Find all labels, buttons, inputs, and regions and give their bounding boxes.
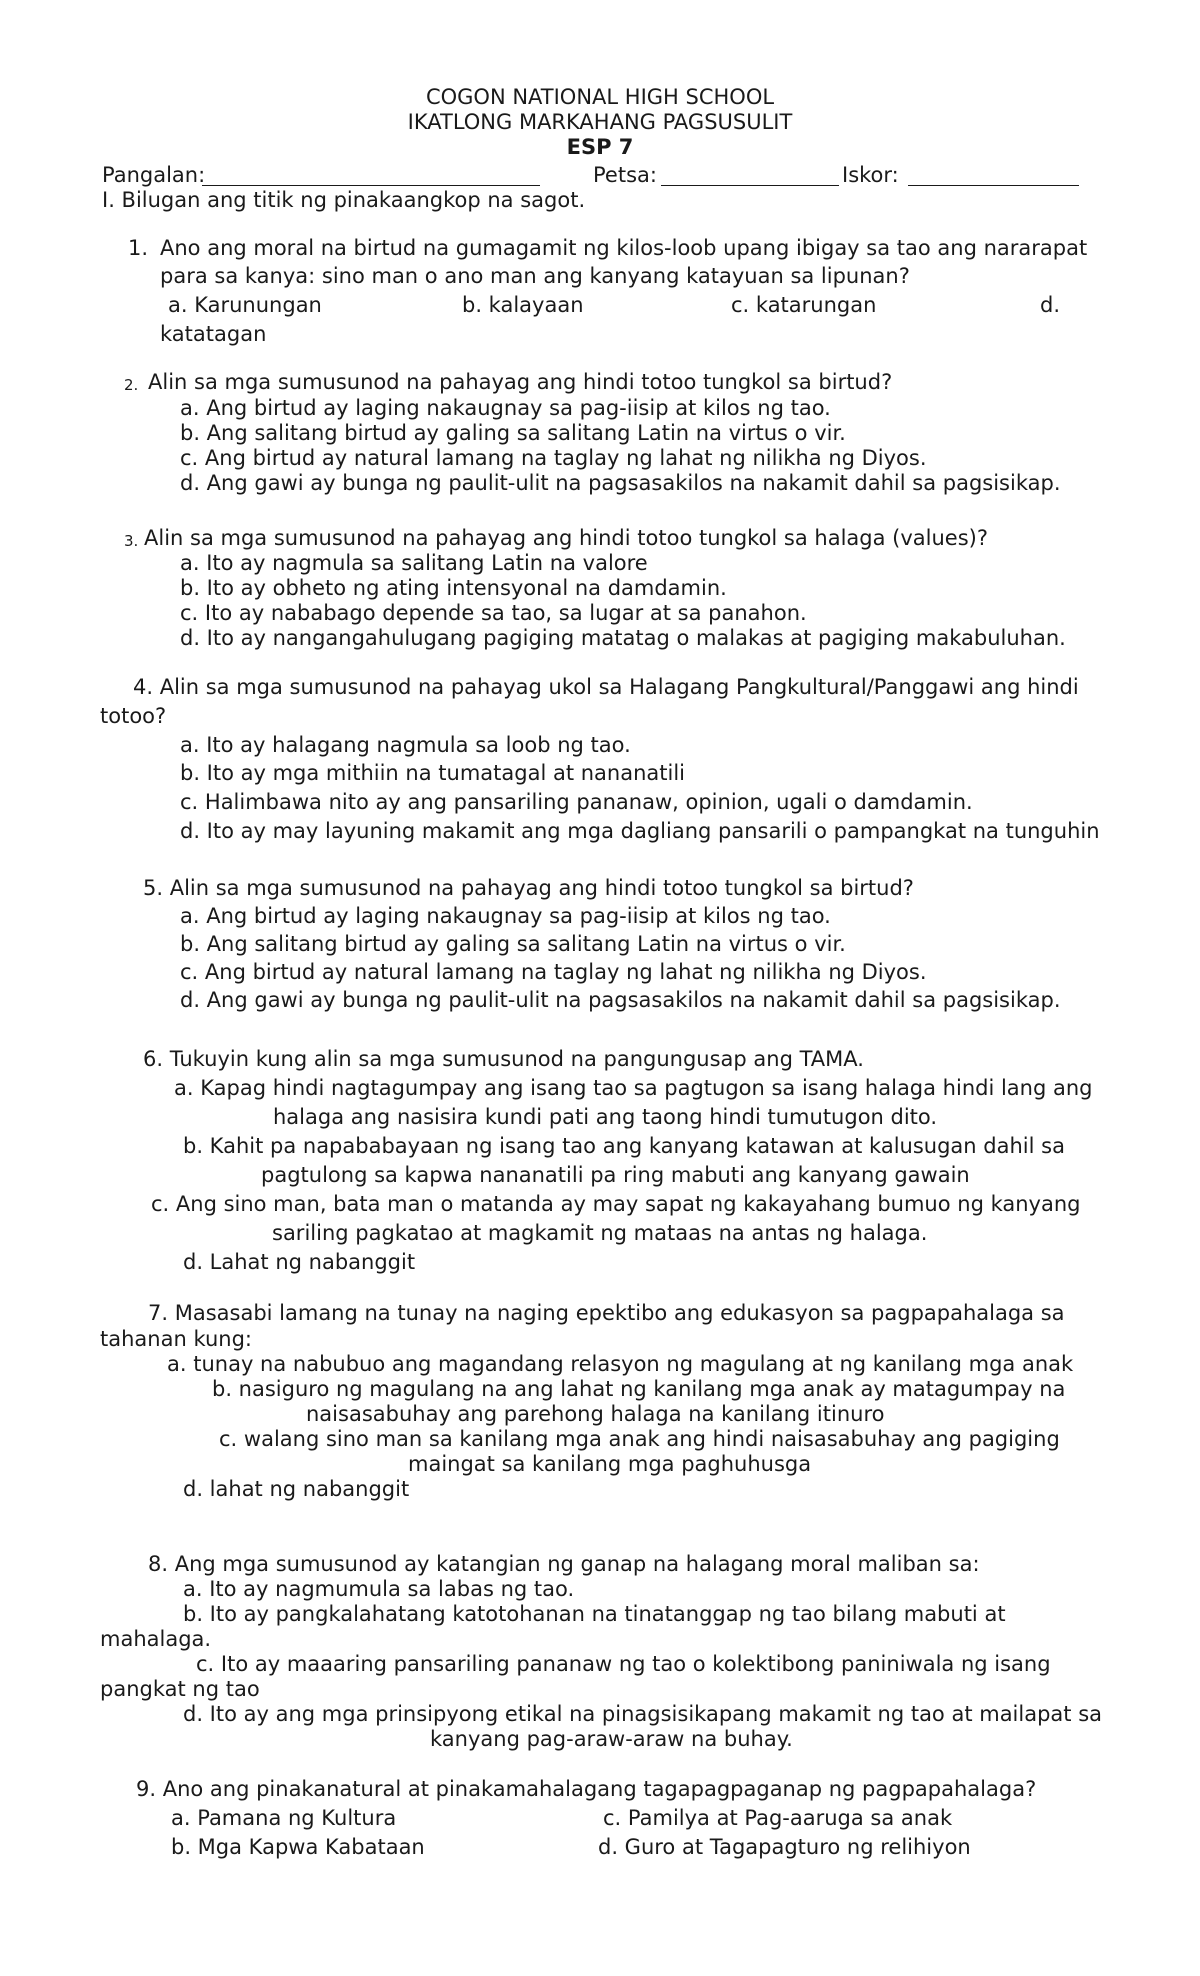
question-1-number: 1.	[128, 236, 149, 260]
date-label: Petsa:	[593, 163, 657, 187]
question-8-text: 8. Ang mga sumusunod ay katangian ng ganap na halagang moral maliban sa:	[148, 1552, 980, 1576]
exam-title: IKATLONG MARKAHANG PAGSUSULIT	[407, 110, 793, 134]
choice-b[interactable]: b. kalayaan	[462, 293, 584, 317]
choice-d-cont: kanyang pag-araw-araw na buhay.	[430, 1727, 793, 1751]
choice-c[interactable]: c. Ang birtud ay natural lamang na taglay ng lahat ng nilikha ng Diyos.	[180, 960, 927, 984]
choice-a[interactable]: a. Kapag hindi nagtagumpay ang isang tao sa pagtugon sa isang halaga hindi lang ang	[174, 1076, 1093, 1100]
question-1-text-cont: para sa kanya: sino man o ano man ang kanyang katayuan sa lipunan?	[160, 264, 910, 288]
choice-c[interactable]: c. Pamilya at Pag-aaruga sa anak	[603, 1806, 953, 1830]
question-9-text: 9. Ano ang pinakanatural at pinakamahalagang tagapagpaganap ng pagpapahalaga?	[136, 1777, 1037, 1801]
choice-d[interactable]: d. Lahat ng nabanggit	[183, 1250, 416, 1274]
choice-b[interactable]: b. Ito ay mga mithiin na tumatagal at nananatili	[180, 761, 686, 785]
question-1-text: Ano ang moral na birtud na gumagamit ng kilos-loob upang ibigay sa tao ang nararapat	[160, 236, 1088, 260]
name-label: Pangalan:	[102, 163, 206, 187]
question-7-text-cont: tahanan kung:	[100, 1327, 252, 1351]
choice-c[interactable]: c. Ito ay nababago depende sa tao, sa lugar at sa panahon.	[180, 601, 807, 625]
choice-d[interactable]: d. Guro at Tagapagturo ng relihiyon	[598, 1835, 971, 1859]
choice-a[interactable]: a. Ito ay nagmula sa salitang Latin na valore	[180, 551, 648, 575]
choice-b[interactable]: b. Mga Kapwa Kabataan	[171, 1835, 425, 1859]
choice-c[interactable]: c. katarungan	[731, 293, 877, 317]
choice-c[interactable]: c. Ang birtud ay natural lamang na taglay ng lahat ng nilikha ng Diyos.	[180, 446, 927, 470]
question-4-text-cont: totoo?	[100, 704, 167, 728]
choice-d[interactable]: d. Ang gawi ay bunga ng paulit-ulit na pagsasakilos na nakamit dahil sa pagsisikap.	[180, 471, 1061, 495]
choice-a-cont: halaga ang nasisira kundi pati ang taong hindi tumutugon dito.	[273, 1105, 938, 1129]
choice-d[interactable]: d. lahat ng nabanggit	[183, 1477, 410, 1501]
choice-c[interactable]: c. Ang sino man, bata man o matanda ay may sapat ng kakayahang bumuo ng kanyang	[151, 1192, 1081, 1216]
choice-a[interactable]: a. Ang birtud ay laging nakaugnay sa pag-iisip at kilos ng tao.	[180, 396, 831, 420]
choice-b[interactable]: b. Ito ay obheto ng ating intensyonal na damdamin.	[180, 576, 727, 600]
choice-d[interactable]: d. Ito ay nangangahulugang pagiging matatag o malakas at pagiging makabuluhan.	[180, 626, 1066, 650]
name-field[interactable]	[202, 185, 540, 186]
question-3-number: 3.	[124, 532, 139, 550]
choice-b[interactable]: b. Kahit pa napababayaan ng isang tao ang kanyang katawan at kalusugan dahil sa	[183, 1134, 1065, 1158]
choice-a[interactable]: a. Karunungan	[168, 293, 322, 317]
choice-a[interactable]: a. Ito ay halagang nagmula sa loob ng tao.	[180, 733, 631, 757]
choice-c[interactable]: c. Ito ay maaaring pansariling pananaw ng tao o kolektibong paniniwala ng isang	[196, 1652, 1051, 1676]
instructions: I. Bilugan ang titik ng pinakaangkop na sagot.	[102, 188, 586, 212]
score-field[interactable]	[908, 185, 1079, 186]
question-7-text: 7. Masasabi lamang na tunay na naging epektibo ang edukasyon sa pagpapahalaga sa	[148, 1301, 1065, 1325]
choice-b-cont: pagtulong sa kapwa nananatili pa ring mabuti ang kanyang gawain	[261, 1163, 970, 1187]
choice-a[interactable]: a. Ito ay nagmumula sa labas ng tao.	[183, 1577, 575, 1601]
choice-d[interactable]: d. Ito ay ang mga prinsipyong etikal na pinagsisikapang makamit ng tao at mailapat sa	[183, 1702, 1103, 1726]
choice-a[interactable]: a. tunay na nabubuo ang magandang relasyon ng magulang at ng kanilang mga anak	[167, 1352, 1074, 1376]
question-2-text: Alin sa mga sumusunod na pahayag ang hindi totoo tungkol sa birtud?	[148, 370, 893, 394]
date-field[interactable]	[661, 185, 839, 186]
school-name: COGON NATIONAL HIGH SCHOOL	[425, 85, 775, 109]
question-2-number: 2.	[124, 376, 139, 394]
question-4-text: 4. Alin sa mga sumusunod na pahayag ukol sa Halagang Pangkultural/Panggawi ang hindi	[133, 675, 1079, 699]
choice-c[interactable]: c. Halimbawa nito ay ang pansariling pananaw, opinion, ugali o damdamin.	[180, 790, 973, 814]
choice-c-cont: pangkat ng tao	[100, 1677, 260, 1701]
choice-d[interactable]: d. Ang gawi ay bunga ng paulit-ulit na pagsasakilos na nakamit dahil sa pagsisikap.	[180, 988, 1061, 1012]
choice-b-cont: mahalaga.	[100, 1627, 212, 1651]
choice-b-cont: naisasabuhay ang parehong halaga na kanilang itinuro	[306, 1402, 885, 1426]
choice-c[interactable]: c. walang sino man sa kanilang mga anak ang hindi naisasabuhay ang pagiging	[219, 1427, 1060, 1451]
choice-d-text: katatagan	[160, 322, 267, 346]
choice-c-cont: sariling pagkatao at magkamit ng mataas na antas ng halaga.	[272, 1221, 928, 1245]
question-6-text: 6. Tukuyin kung alin sa mga sumusunod na pangungusap ang TAMA.	[143, 1047, 864, 1071]
choice-d[interactable]: d. Ito ay may layuning makamit ang mga dagliang pansarili o pampangkat na tunguhin	[180, 819, 1100, 843]
choice-a[interactable]: a. Pamana ng Kultura	[171, 1806, 397, 1830]
question-5-text: 5. Alin sa mga sumusunod na pahayag ang hindi totoo tungkol sa birtud?	[143, 876, 914, 900]
choice-d[interactable]: d.	[1040, 293, 1061, 317]
choice-b[interactable]: b. Ang salitang birtud ay galing sa salitang Latin na virtus o vir.	[180, 932, 846, 956]
choice-a[interactable]: a. Ang birtud ay laging nakaugnay sa pag-iisip at kilos ng tao.	[180, 904, 831, 928]
question-3-text: Alin sa mga sumusunod na pahayag ang hindi totoo tungkol sa halaga (values)?	[144, 526, 988, 550]
choice-c-cont: maingat sa kanilang mga paghuhusga	[408, 1452, 812, 1476]
choice-b[interactable]: b. Ito ay pangkalahatang katotohanan na tinatanggap ng tao bilang mabuti at	[183, 1602, 1006, 1626]
choice-b[interactable]: b. Ang salitang birtud ay galing sa salitang Latin na virtus o vir.	[180, 421, 846, 445]
choice-b[interactable]: b. nasiguro ng magulang na ang lahat ng kanilang mga anak ay matagumpay na	[212, 1377, 1066, 1401]
subject-title: ESP 7	[566, 135, 634, 159]
score-label: Iskor:	[842, 163, 899, 187]
